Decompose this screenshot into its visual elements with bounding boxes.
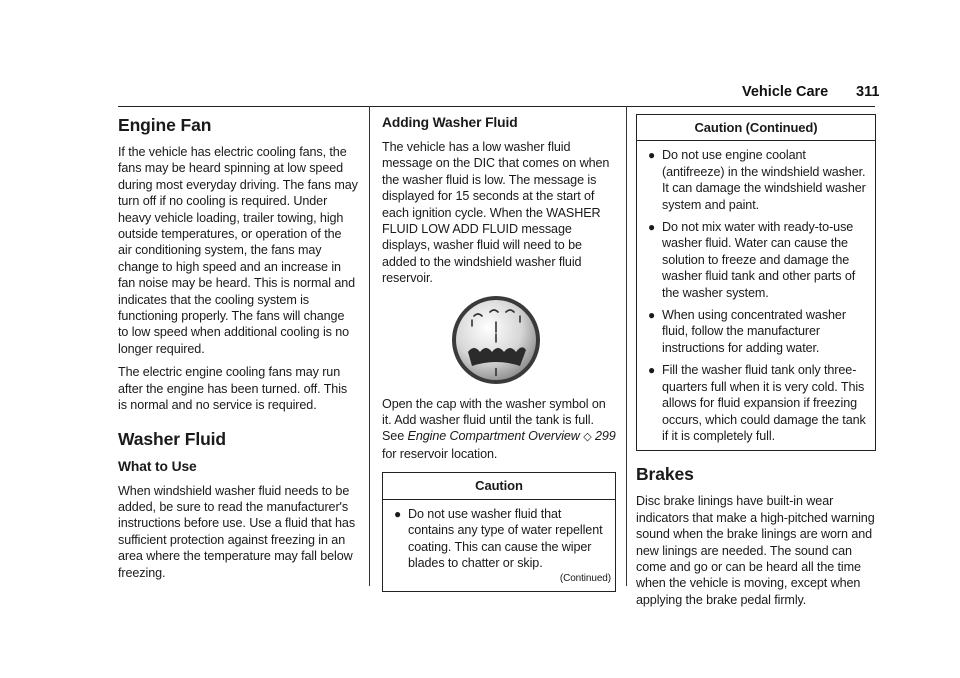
- continued-label: (Continued): [559, 573, 611, 585]
- engine-compartment-overview-link[interactable]: Engine Compartment Overview: [407, 429, 580, 444]
- adding-washer-fluid-heading: Adding Washer Fluid: [382, 115, 518, 130]
- caution-continued-item: [645, 147, 867, 213]
- what-to-use-heading: What to Use: [118, 458, 197, 474]
- section-title: Vehicle Care: [742, 84, 829, 100]
- caution-continued-title: Caution (Continued): [637, 115, 875, 141]
- header-rule: [118, 106, 875, 107]
- bullet-icon: ●: [648, 148, 656, 163]
- running-header: [710, 84, 880, 106]
- brakes-heading: Brakes: [636, 464, 694, 485]
- engine-fan-paragraph-2: The electric engine cooling fans may run after the engine has been turned. off. This is normal and no service is required.: [118, 365, 348, 413]
- caution-continued-item-text: Do not mix water with ready-to-use washer fluid. Water can cause the solution to freeze and damage the washer fluid tank and other parts of the washer system.: [662, 220, 856, 300]
- page-ref-arrow-icon: ◇: [583, 431, 592, 444]
- caution-continued-item-text: Fill the washer fluid tank only three-quarters full when it is very cold. This allows for fluid expansion if freezing occurs, which could damage the tank if it is completely full.: [662, 363, 866, 443]
- caution-continued-box: [636, 114, 876, 451]
- column-divider-left: [369, 106, 370, 586]
- caution-item: [391, 506, 607, 572]
- adding-washer-fluid-paragraph-2: [382, 396, 616, 463]
- left-column: [118, 114, 358, 588]
- middle-column: [382, 114, 616, 592]
- caution-item-text: Do not use washer fluid that contains any type of water repellent coating. This can cause the wiper blades to chatter or skip.: [408, 506, 603, 570]
- bullet-icon: ●: [648, 308, 656, 323]
- washer-fluid-heading: Washer Fluid: [118, 428, 227, 449]
- caution-continued-item: [645, 219, 867, 301]
- column-divider-right: [626, 106, 627, 586]
- caution-title: Caution: [383, 473, 615, 499]
- page-number: 311: [856, 84, 880, 100]
- caution-continued-item: [645, 307, 867, 356]
- caution-continued-item-text: Do not use engine coolant (antifreeze) in the windshield washer. It can damage the windshield washer system and paint.: [662, 148, 866, 212]
- adding-washer-fluid-paragraph-1: The vehicle has a low washer fluid message on the DIC that comes on when the washer fluid is low. The message is displayed for 15 seconds at the start of each ignition cycle. When the WASHER FLUID LOW ADD FLUID message displays, washer fluid will need to be added to the windshield washer fluid reservoir.: [382, 140, 610, 286]
- caution-box: [382, 472, 616, 591]
- engine-fan-heading: Engine Fan: [118, 115, 212, 135]
- right-column: [636, 114, 876, 615]
- washer-fluid-icon: [450, 294, 542, 386]
- paragraph-2-start: Open the cap with the washer symbol on it. Add washer fluid until the tank is full. See: [382, 396, 606, 444]
- bullet-icon: ●: [648, 363, 656, 378]
- what-to-use-paragraph: When windshield washer fluid needs to be added, be sure to read the manufacturer's instructions before use. Use a fluid that has sufficient protection against freezing in an area where the temperature may fall below freezing.: [118, 483, 356, 580]
- paragraph-2-end: for reservoir location.: [382, 446, 498, 461]
- caution-continued-item-text: When using concentrated washer fluid, follow the manufacturer instructions for adding water.: [662, 308, 846, 355]
- engine-fan-paragraph-1: If the vehicle has electric cooling fans, the fans may be heard spinning at low speed during most everyday driving. The fans may turn off if no cooling is required. Under heavy vehicle loading, trailer towing, high outside temperatures, or operation of the air conditioning system, the fans may change to high speed and an increase in fan noise may be heard. This is normal and indicates that the cooling system is functioning properly. The fans will change to low speed when additional cooling is no longer required.: [118, 145, 358, 356]
- caution-list: [383, 500, 615, 572]
- page-ref-number[interactable]: 299: [595, 429, 616, 444]
- brakes-paragraph: Disc brake linings have built-in wear indicators that make a high-pitched warning sound when the brake linings are worn and new linings are needed. The sound can come and go or can be heard all the time when the vehicle is moving, except when applying the brake pedal firmly.: [636, 494, 875, 607]
- bullet-icon: ●: [394, 506, 402, 521]
- caution-continued-item: [645, 362, 867, 444]
- caution-continued-list: [637, 141, 875, 444]
- bullet-icon: ●: [648, 220, 656, 235]
